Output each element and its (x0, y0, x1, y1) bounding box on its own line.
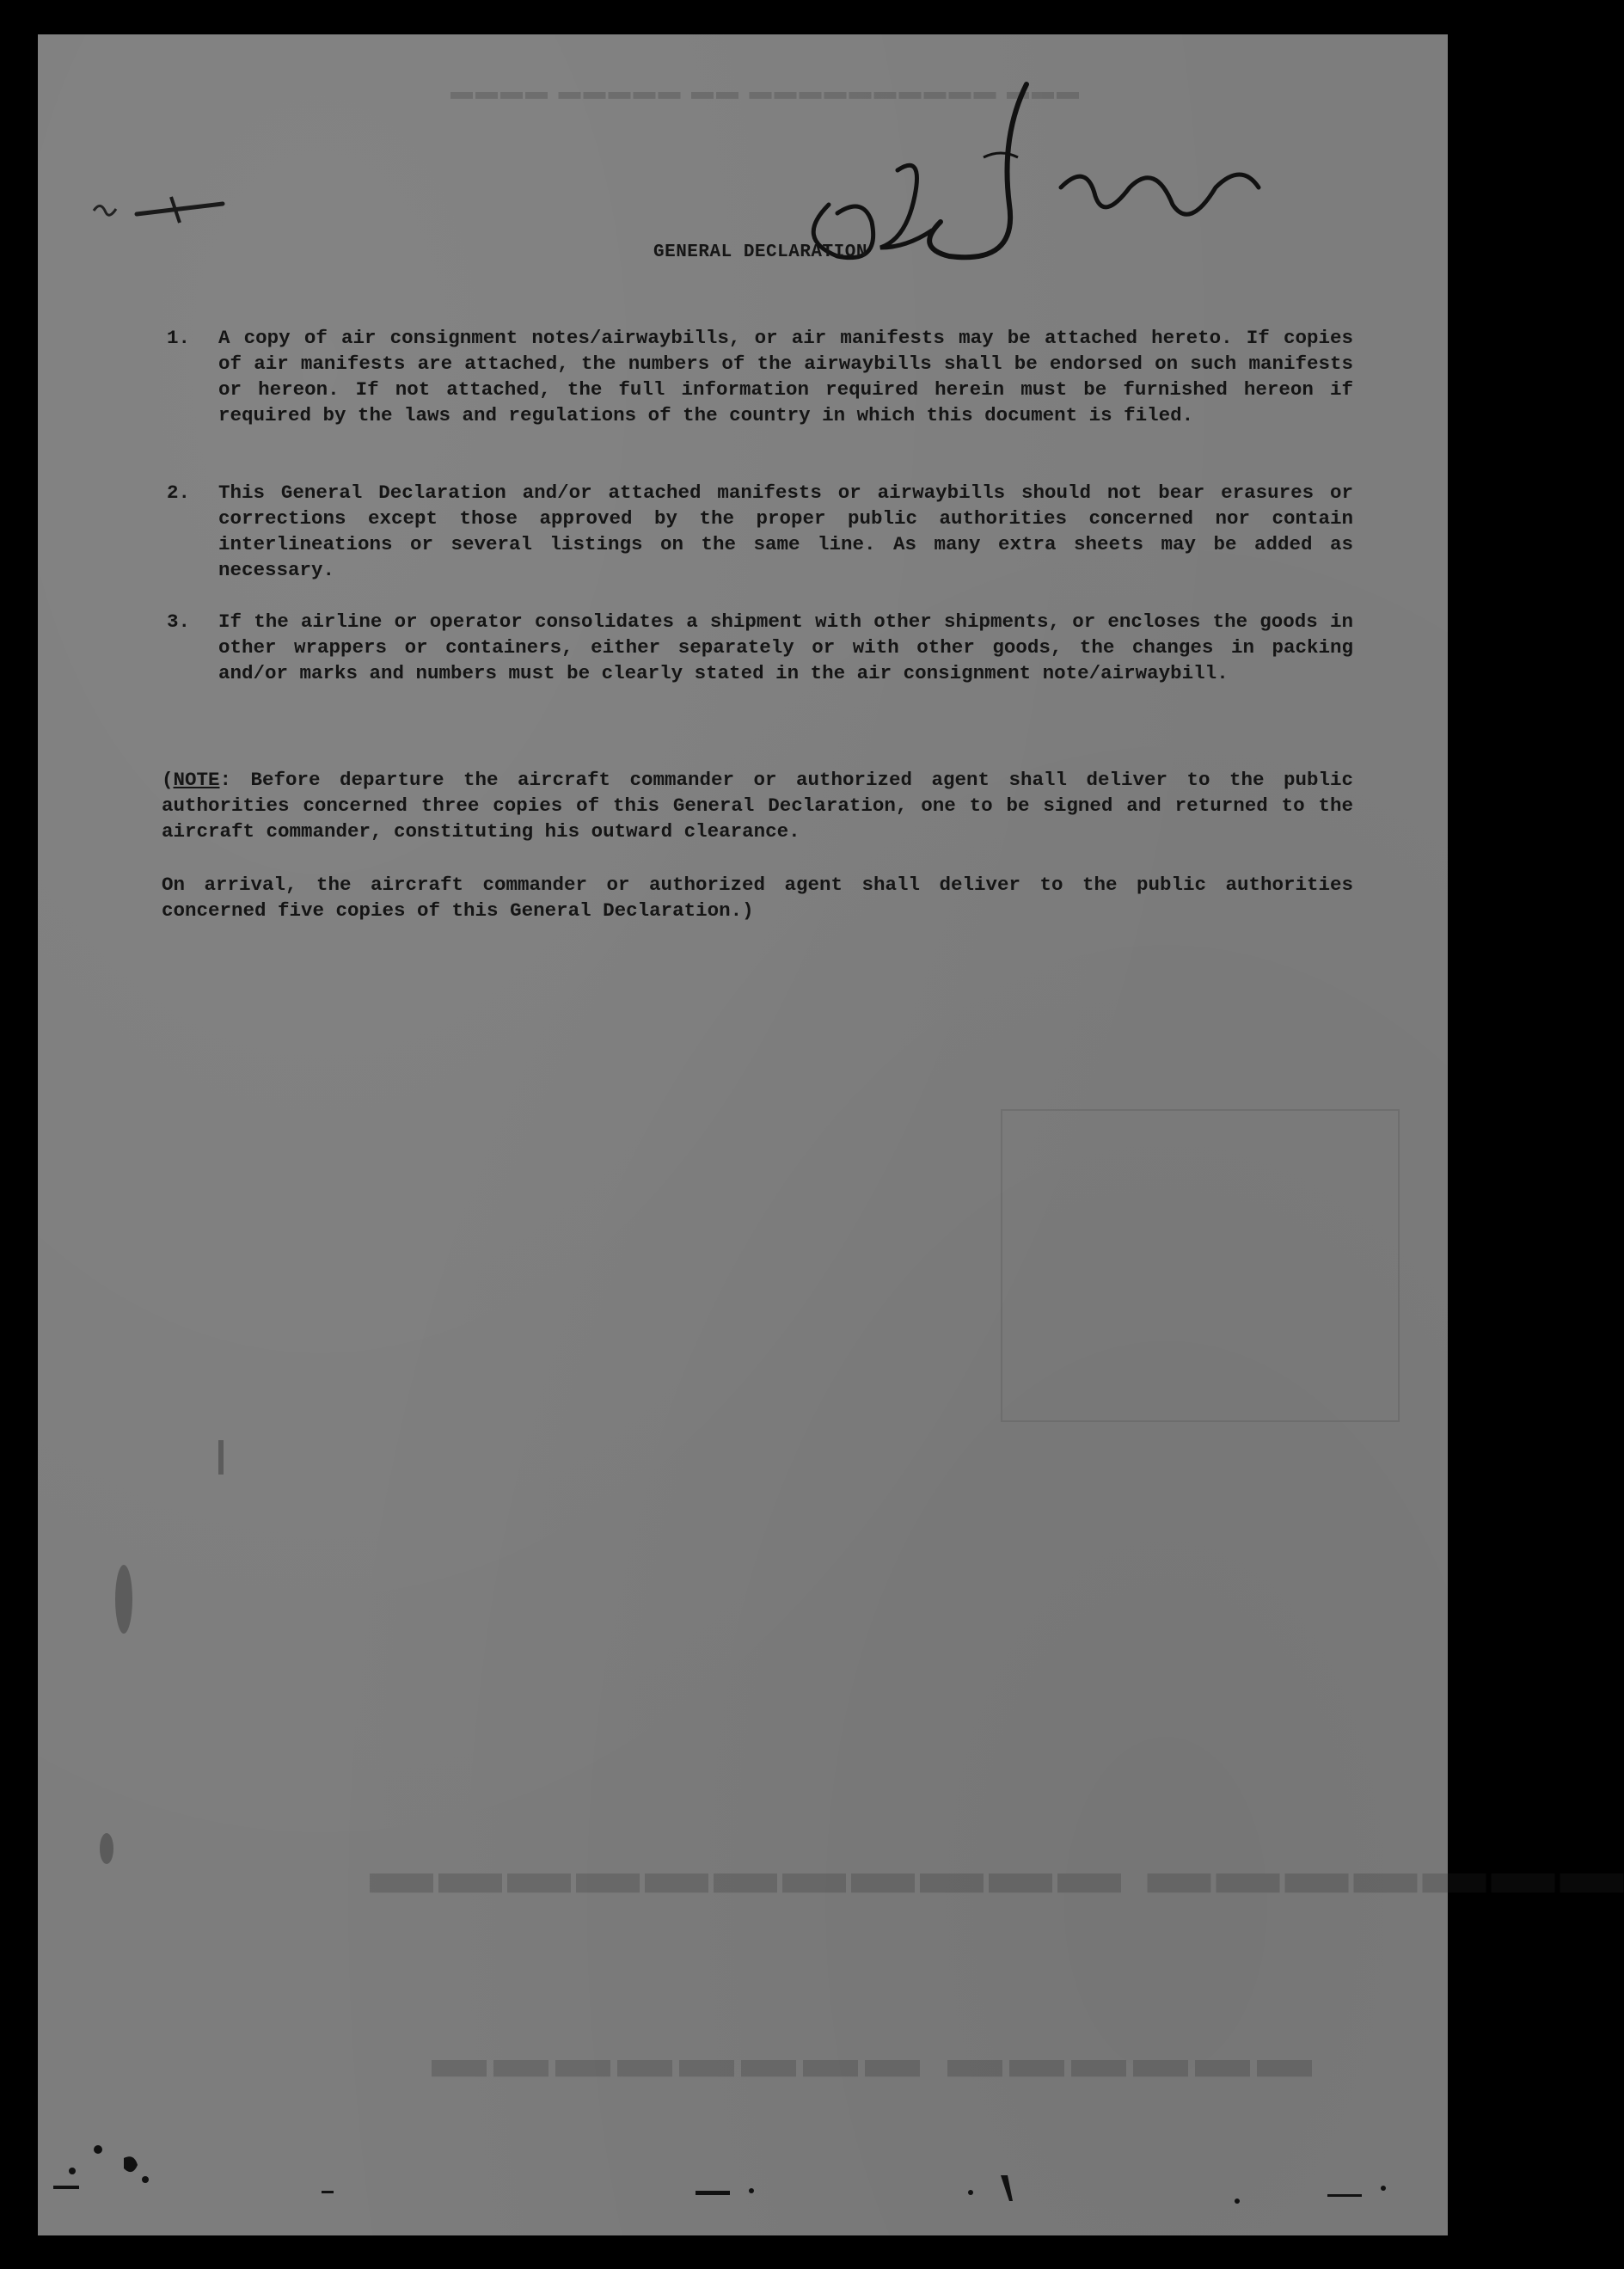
item-number: 3. (167, 610, 191, 633)
item-text: If the airline or operator consolidates a shipment with other shipments, or encloses the goods in other wrappers or containers, either separately or with other goods, the changes in packing and/or marks and numbers must be clearly stated in the air consignment note/airwaybill. (218, 610, 1353, 684)
note-label: NOTE (173, 769, 220, 791)
bleed-through-header: ▬▬▬▬ ▬▬▬▬▬ ▬▬ ▬▬▬▬▬▬▬▬▬▬ ▬▬▬ (450, 87, 1082, 112)
bleed-through-heading: ▬▬▬▬▬▬▬ ▬▬▬▬▬▬▬▬▬▬▬ (365, 1859, 1624, 1929)
arrival-text: On arrival, the aircraft commander or authorized agent shall deliver to the public authorities concerned five copies of this General Declaration.) (162, 874, 1353, 922)
note-open-paren: ( (162, 769, 174, 791)
paper-sheet (38, 34, 1624, 2235)
scan-specks (38, 34, 1448, 2235)
item-text: A copy of air consignment notes/airwaybills, or air manifests may be attached hereto. If copies of air manifests are attached, the numbers of the airwaybills shall be endorsed on such manifests or hereon. If not attached, the full information required herein must be furnished hereon if required by the laws and regulations of the country in which this document is filed. (218, 327, 1353, 426)
item-text: This General Declaration and/or attached manifests or airwaybills should not bear erasures or corrections except those approved by the proper public authorities concerned nor contain interlineations or several listings on the same line. As many extra sheets may be added as necessary. (218, 481, 1353, 581)
item-number: 2. (167, 481, 191, 504)
item-number: 1. (167, 327, 191, 349)
bleed-through-banner: ▬▬▬▬▬▬ ▬▬▬▬▬▬▬▬ (425, 2048, 1312, 2109)
note-text: : Before departure the aircraft commander or authorized agent shall deliver to the public authorities concerned three copies of this General Declaration, one to be signed and returned to the aircraft commander, constituting his outward clearance. (162, 769, 1353, 843)
document-title: GENERAL DECLARATION (653, 242, 867, 262)
